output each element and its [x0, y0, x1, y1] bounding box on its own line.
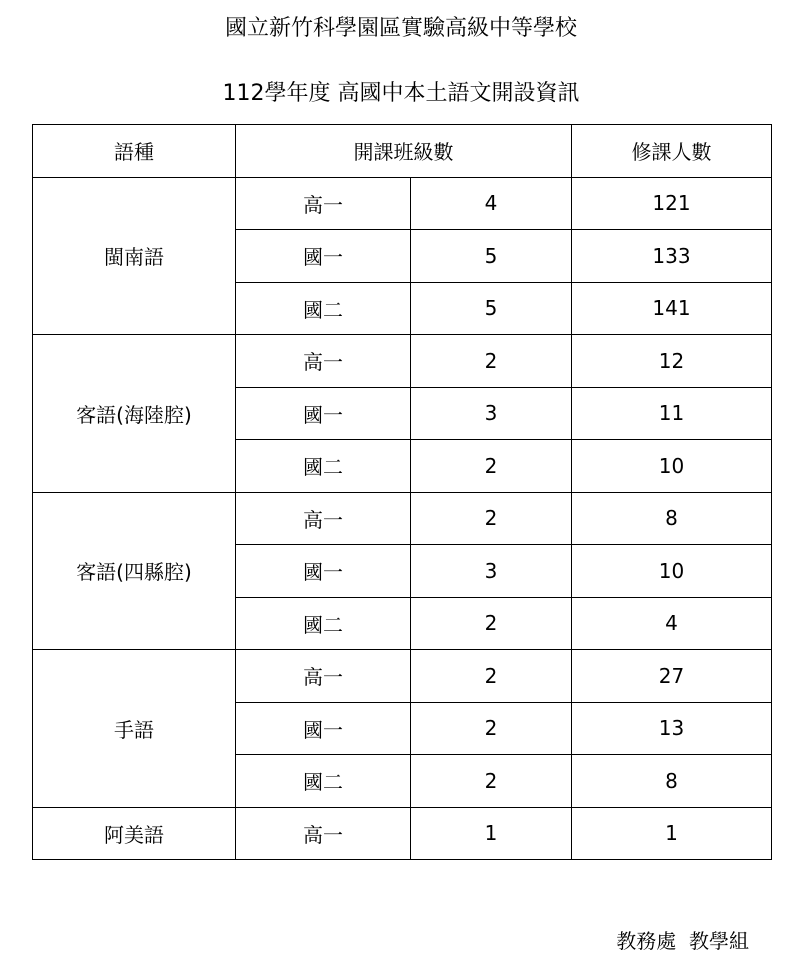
grade-cell: 高一 [236, 492, 411, 545]
table-row [33, 492, 772, 545]
student-count-cell: 27 [572, 650, 772, 703]
class-count-cell: 4 [411, 177, 572, 230]
student-count-cell: 141 [572, 282, 772, 335]
class-count-cell: 1 [411, 807, 572, 860]
student-count-cell: 10 [572, 545, 772, 598]
student-count-cell: 12 [572, 335, 772, 388]
student-count-cell: 8 [572, 492, 772, 545]
class-count-cell: 2 [411, 702, 572, 755]
class-count-cell: 2 [411, 335, 572, 388]
table-header-row [33, 125, 772, 178]
table-row [33, 177, 772, 230]
student-count-cell: 10 [572, 440, 772, 493]
grade-cell: 國一 [236, 230, 411, 283]
grade-cell: 國一 [236, 545, 411, 598]
grade-cell: 國二 [236, 755, 411, 808]
class-count-cell: 3 [411, 545, 572, 598]
class-count-cell: 2 [411, 755, 572, 808]
grade-cell: 高一 [236, 335, 411, 388]
class-count-cell: 2 [411, 650, 572, 703]
header-classes: 開課班級數 [236, 125, 572, 178]
table-row [33, 335, 772, 388]
class-count-cell: 3 [411, 387, 572, 440]
student-count-cell: 1 [572, 807, 772, 860]
class-count-cell: 2 [411, 440, 572, 493]
school-name: 國立新竹科學園區實驗高級中等學校 [224, 16, 577, 41]
table-body [33, 177, 772, 860]
student-count-cell: 4 [572, 597, 772, 650]
language-cell: 客語(四縣腔) [33, 492, 236, 650]
language-cell: 手語 [33, 650, 236, 808]
class-count-cell: 5 [411, 282, 572, 335]
language-cell: 客語(海陸腔) [33, 335, 236, 493]
student-count-cell: 8 [572, 755, 772, 808]
student-count-cell: 13 [572, 702, 772, 755]
class-count-cell: 2 [411, 597, 572, 650]
language-cell: 阿美語 [33, 807, 236, 860]
language-cell: 閩南語 [33, 177, 236, 335]
grade-cell: 國二 [236, 440, 411, 493]
grade-cell: 國二 [236, 597, 411, 650]
grade-cell: 高一 [236, 807, 411, 860]
grade-cell: 高一 [236, 177, 411, 230]
language-course-table [32, 124, 772, 860]
table-row [33, 650, 772, 703]
issuing-office: 教務處 教學組 [616, 929, 749, 953]
grade-cell: 國一 [236, 387, 411, 440]
grade-cell: 高一 [236, 650, 411, 703]
class-count-cell: 5 [411, 230, 572, 283]
document-title: 112學年度 高國中本土語文開設資訊 [222, 81, 580, 106]
table-row [33, 807, 772, 860]
student-count-cell: 11 [572, 387, 772, 440]
header-language: 語種 [33, 125, 236, 178]
class-count-cell: 2 [411, 492, 572, 545]
grade-cell: 國一 [236, 702, 411, 755]
student-count-cell: 133 [572, 230, 772, 283]
header-students: 修課人數 [572, 125, 772, 178]
student-count-cell: 121 [572, 177, 772, 230]
grade-cell: 國二 [236, 282, 411, 335]
